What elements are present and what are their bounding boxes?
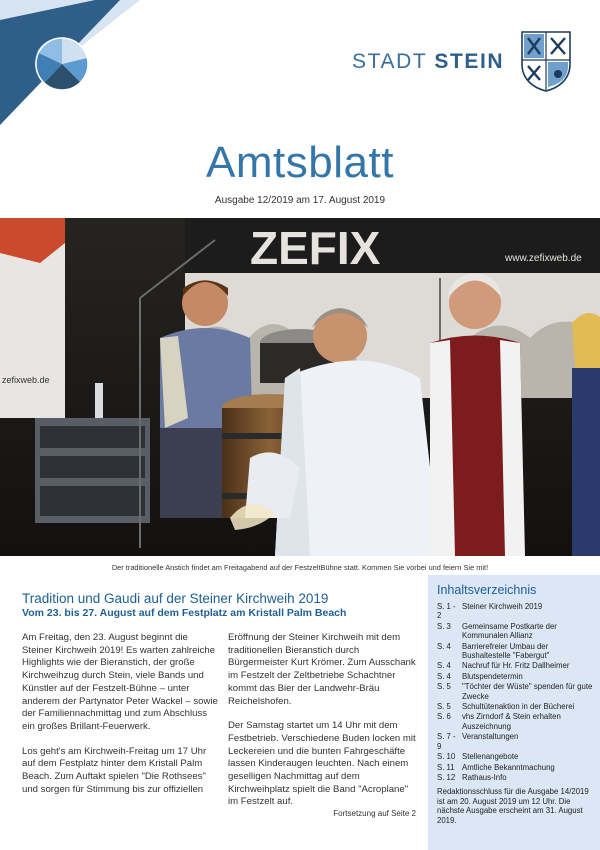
page-title: Amtsblatt: [206, 138, 394, 187]
toc-item[interactable]: [437, 702, 597, 711]
logo-pie-icon: [35, 38, 88, 90]
toc-item[interactable]: [437, 732, 597, 751]
article-paragraph: Los geht's am Kirchweih-Freitag um 17 Uhr auf dem Festplatz hinter dem Kristall Palm Beach. Zum Auftakt spielen "Die Rothsees" und sorgen für Stimmung bis zur offiziellen: [22, 745, 207, 795]
article-column-1: [22, 632, 220, 808]
toc-page: S. 1 - 2: [437, 602, 456, 621]
toc-page: S. 3: [437, 621, 451, 631]
toc-item[interactable]: [437, 752, 597, 761]
banner-text: ZEFIX: [250, 222, 381, 274]
toc-item[interactable]: [437, 682, 597, 701]
article-paragraph: Der Samstag startet um 14 Uhr mit dem Festbetrieb. Verschiedene Buden locken mit Leckereien und die bunten Fahrgeschäfte lassen Kinderaugen leuchten. Nach einem geselligen Nachmittag auf dem Kirchweihplatz spielt die Band "Acroplane" im Festzelt auf.: [228, 720, 416, 808]
toc-sidebar: [428, 575, 600, 850]
toc-text: Amtliche Bekanntmachung: [462, 762, 555, 772]
article-headline: Tradition und Gaudi auf der Steiner Kirchweih 2019: [22, 591, 329, 606]
toc-item[interactable]: [437, 642, 597, 661]
toc-text: vhs Zirndorf & Stein erhalten Auszeichnung: [462, 712, 561, 731]
toc-title: Inhaltsverzeichnis: [437, 583, 537, 597]
banner-website-left: zefixweb.de: [2, 375, 50, 385]
article-paragraph: Am Freitag, den 23. August beginnt die Steiner Kirchweih 2019! Es warten zahlreiche Highlights wie der Bieranstich, der große Kirchweihzug durch Stein, viele Bands und Künstler auf der Festzelt-Bühne – unter anderem der Partynator Peter Wackel – sowie der Familiennachmittag und zum Abschluss ein großes Brillant-Feuerwerk.: [22, 632, 218, 732]
toc-page: S. 11: [437, 762, 455, 772]
toc-page: S. 5: [437, 682, 451, 692]
brand-light: STADT: [352, 50, 427, 73]
toc-item[interactable]: [437, 622, 597, 641]
toc-text: Nachruf für Hr. Fritz Dallheimer: [462, 661, 570, 671]
article-paragraph: Eröffnung der Steiner Kirchweih mit dem traditionellen Bieranstich durch Bürgermeister Kurt Krömer. Zum Ausschank im Festzelt der Zeltbetriebe Schachtner kommt das Bier der Landwehr-Bräu Reichelshofen.: [228, 632, 416, 707]
photo-caption: Der traditionelle Anstich findet am Freitagabend auf der FestzeltBühne statt. Kommen Sie vorbei und feiern Sie mit!: [111, 563, 489, 572]
article-subhead: Vom 23. bis 27. August auf dem Festplatz am Kristall Palm Beach: [22, 607, 347, 619]
toc-text: Blutspendetermin: [462, 671, 523, 681]
deadline-note: Redaktionsschluss für die Ausgabe 14/2019 ist am 20. August 2019 um 12 Uhr. Die nächste Ausgabe erscheint am 31. August 2019.: [437, 787, 589, 825]
toc-item[interactable]: [437, 602, 597, 621]
toc-page: S. 12: [437, 772, 456, 782]
coat-of-arms-icon: [520, 30, 572, 92]
toc-text: Barrierefreier Umbau der Bushaltestelle "Fabergut": [462, 641, 550, 661]
toc-page: S. 5: [437, 702, 451, 712]
corner-graphic: [0, 0, 140, 140]
continued-link[interactable]: Fortsetzung auf Seite 2: [333, 809, 416, 818]
article-column-2: [228, 632, 420, 821]
toc-page: S. 7 - 9: [437, 732, 456, 751]
toc-item[interactable]: [437, 763, 597, 772]
brand-wordmark: [352, 50, 504, 74]
banner-website: www.zefixweb.de: [505, 253, 582, 264]
toc-text: Stellenangebote: [462, 752, 519, 762]
toc-page: S. 4: [437, 641, 451, 651]
toc-item[interactable]: [437, 661, 597, 670]
toc-page: S. 10: [437, 752, 456, 762]
toc-text: Gemeinsame Postkarte der Kommunalen Allianz: [462, 621, 557, 641]
toc-text: Schultütenaktion in der Bücherei: [462, 702, 575, 712]
toc-item[interactable]: [437, 773, 597, 782]
event-photo: [0, 218, 600, 556]
issue-line: Ausgabe 12/2019 am 17. August 2019: [214, 195, 386, 206]
toc-item[interactable]: [437, 712, 597, 731]
toc-page: S. 6: [437, 712, 451, 722]
toc-text: Veranstaltungen: [462, 732, 519, 742]
toc-page: S. 4: [437, 671, 451, 681]
brand-bold: STEIN: [434, 50, 505, 73]
toc-text: "Töchter der Wüste" spenden für gute Zwecke: [462, 682, 593, 701]
toc-list: [437, 602, 597, 783]
toc-text: Rathaus-Info: [462, 772, 507, 782]
toc-text: Steiner Kirchweih 2019: [462, 602, 543, 611]
toc-page: S. 4: [437, 661, 451, 671]
toc-item[interactable]: [437, 672, 597, 681]
